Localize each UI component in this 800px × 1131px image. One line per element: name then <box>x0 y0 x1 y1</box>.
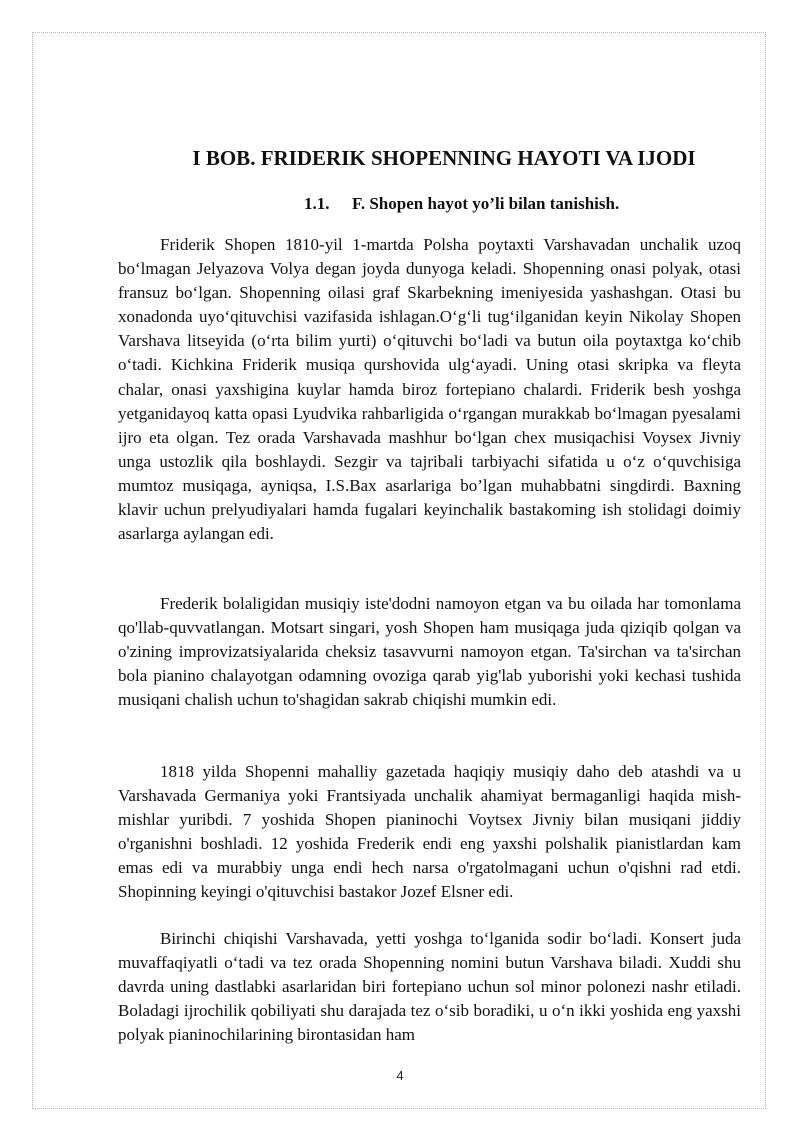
paragraph-4: Birinchi chiqishi Varshavada, yetti yoshga to‘lganida sodir bo‘ladi. Konsert juda muvaffaqiyatli o‘tadi va tez orada Shopenning nomini butun Varshava biladi. Xuddi shu davrda uning dastlabki asarlaridan biri fortepiano uchun sol minor polonezi nashr etiladi. Boladagi ijrochilik qobiliyati shu darajada tez o‘sib boradiki, u o‘n ikki yoshida eng yaxshi polyak pianinochilarining birontasidan ham <box>118 929 741 1045</box>
page-number: 4 <box>396 1068 404 1083</box>
chapter-title: I BOB. FRIDERIK SHOPENNING HAYOTI VA IJODI <box>192 146 696 170</box>
paragraph-1: Friderik Shopen 1810-yil 1-martda Polsha poytaxti Varshavadan unchalik uzoq bo‘lmagan Jelyazova Volya degan joyda dunyoga keladi. Shopenning onasi polyak, otasi fransuz bo‘lgan. Shopenning oilasi graf Skarbekning imeniyesida yashashgan. Otasi bu xonadonda uyo‘qituvchisi vazifasida ishlagan.O‘g‘li tug‘ilganidan keyin Nikolay Shopen Varshava litseyida (o‘rta bilim yurti) o‘qituvchi bo‘ladi va butun oila poytaxtga ko‘chib o‘tadi. Kichkina Friderik musiqa qurshovida ulg‘ayadi. Uning otasi skripka va fleyta chalar, onasi yaxshigina kuylar hamda biroz fortepiano chalardi. Friderik besh yoshga yetganidayoq katta opasi Lyudvika rahbarligida o‘rgangan murakkab bo‘lmagan pyesalami ijro eta olgan. Tez orada Varshavada mashhur bo‘lgan chex musiqachisi Voysex Jivniy unga ustozlik qila boshlaydi. Sezgir va tajribali tarbiyachi sifatida u o‘z o‘quvchisiga mumtoz musiqaga, ayniqsa, I.S.Bax asarlariga bo’lgan muhabbatni singdirdi. Baxning klavir uchun prelyudiyalari hamda fugalari keyinchalik bastakoming ish stolidagi doimiy asarlarga aylangan edi. <box>118 235 741 544</box>
section-number: 1.1. <box>304 194 330 213</box>
section-title: F. Shopen hayot yo’li bilan tanishish. <box>352 194 620 213</box>
paragraph-3: 1818 yilda Shopenni mahalliy gazetada haqiqiy musiqiy daho deb atashdi va u Varshavada Germaniya yoki Frantsiyada unchalik ahamiyat bermaganligi haqida mish-mishlar yuribdi. 7 yoshida Shopen pianinochi Voytsex Jivniy bilan musiqani jiddiy o'rganishni boshladi. 12 yoshida Frederik endi eng yaxshi polshalik pianistlardan kam emas edi va murabbiy unga endi hech narsa o'rgatolmagani uchun o'qishni rad etdi. Shopinning keyingi o'qituvchisi bastakor Jozef Elsner edi. <box>118 762 741 902</box>
paragraph-2: Frederik bolaligidan musiqiy iste'dodni namoyon etgan va bu oilada har tomonlama qo'llab-quvvatlangan. Motsart singari, yosh Shopen ham musiqaga juda qiziqib qolgan va o'zining improvizatsiyalarida cheksiz tasavvurni namoyon etgan. Ta'sirchan va ta'sirchan bola pianino chalayotgan odamning ovoziga qarab yig'lab yuborishi yoki kechasi tushida musiqani chalish uchun to'shagidan sakrab chiqishi mumkin edi. <box>118 594 741 710</box>
section-heading <box>304 194 619 214</box>
